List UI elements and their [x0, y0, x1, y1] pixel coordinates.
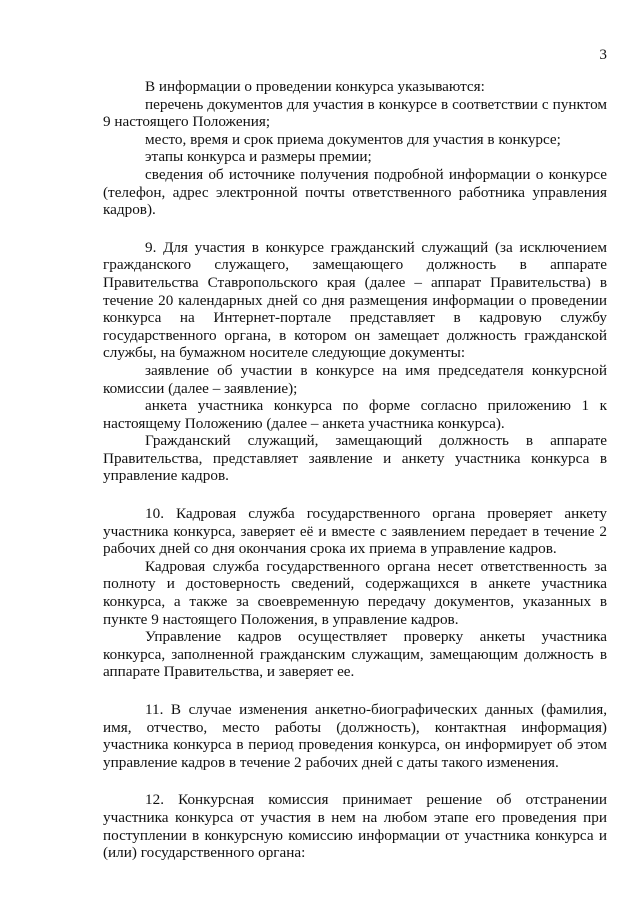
paragraph: Управление кадров осуществляет проверку анкеты участника конкурса, заполненной гражданским служащим, замещающим должность в аппарате Правительства, и заверяет ее.: [103, 628, 607, 681]
paragraph: В информации о проведении конкурса указываются:: [145, 78, 485, 95]
paragraph: этапы конкурса и размеры премии;: [145, 148, 372, 166]
paragraph: Гражданский служащий, замещающий должность в аппарате Правительства, представляет заявление и анкету участника конкурса в управление кадров.: [103, 432, 607, 485]
document-body: [103, 78, 607, 862]
paragraph: 9. Для участия в конкурсе гражданский служащий (за исключением гражданского служащего, замещающего должность в аппарате Правительства Ставропольского края (далее – аппарат Правительства) в течение 20 календарных дней со дня размещения информации о проведении конкурса на Интернет-портале представляет в кадровую службу государственного органа, в котором он замещает должность гражданской службы, на бумажном носителе следующие документы:: [103, 238, 607, 362]
page-number: 3: [599, 46, 607, 63]
paragraph: Кадровая служба государственного органа несет ответственность за полноту и достоверность сведений, содержащихся в анкете участника конкурса, а также за своевременную передачу документов, указанных в пункте 9 настоящего Положения, в управление кадров.: [103, 557, 607, 628]
paragraph: место, время и срок приема документов для участия в конкурсе;: [145, 130, 561, 148]
paragraph: перечень документов для участия в конкурсе в соответствии с пунктом 9 настоящего Положения;: [103, 95, 607, 131]
paragraph: 11. В случае изменения анкетно-биографических данных (фамилия, имя, отчество, место работы (должность), контактная информация) участника конкурса в период проведения конкурса, он информирует об этом управление кадров в течение 2 рабочих дней с даты такого изменения.: [103, 701, 607, 771]
paragraph: 12. Конкурсная комиссия принимает решение об отстранении участника конкурса от участия в нем на любом этапе его проведения при поступлении в конкурсную комиссию информации от участника конкурса и (или) государственного органа:: [103, 791, 607, 862]
paragraph: 10. Кадровая служба государственного органа проверяет анкету участника конкурса, заверяет её и вместе с заявлением передает в течение 2 рабочих дней со дня окончания срока их приема в управление кадров.: [103, 505, 607, 558]
paragraph: заявление об участии в конкурсе на имя председателя конкурсной комиссии (далее – заявление);: [103, 361, 607, 397]
paragraph: анкета участника конкурса по форме согласно приложению 1 к настоящему Положению (далее – анкета участника конкурса).: [103, 397, 607, 432]
paragraph: сведения об источнике получения подробной информации о конкурсе (телефон, адрес электронной почты ответственного работника управления кадров).: [103, 165, 607, 219]
